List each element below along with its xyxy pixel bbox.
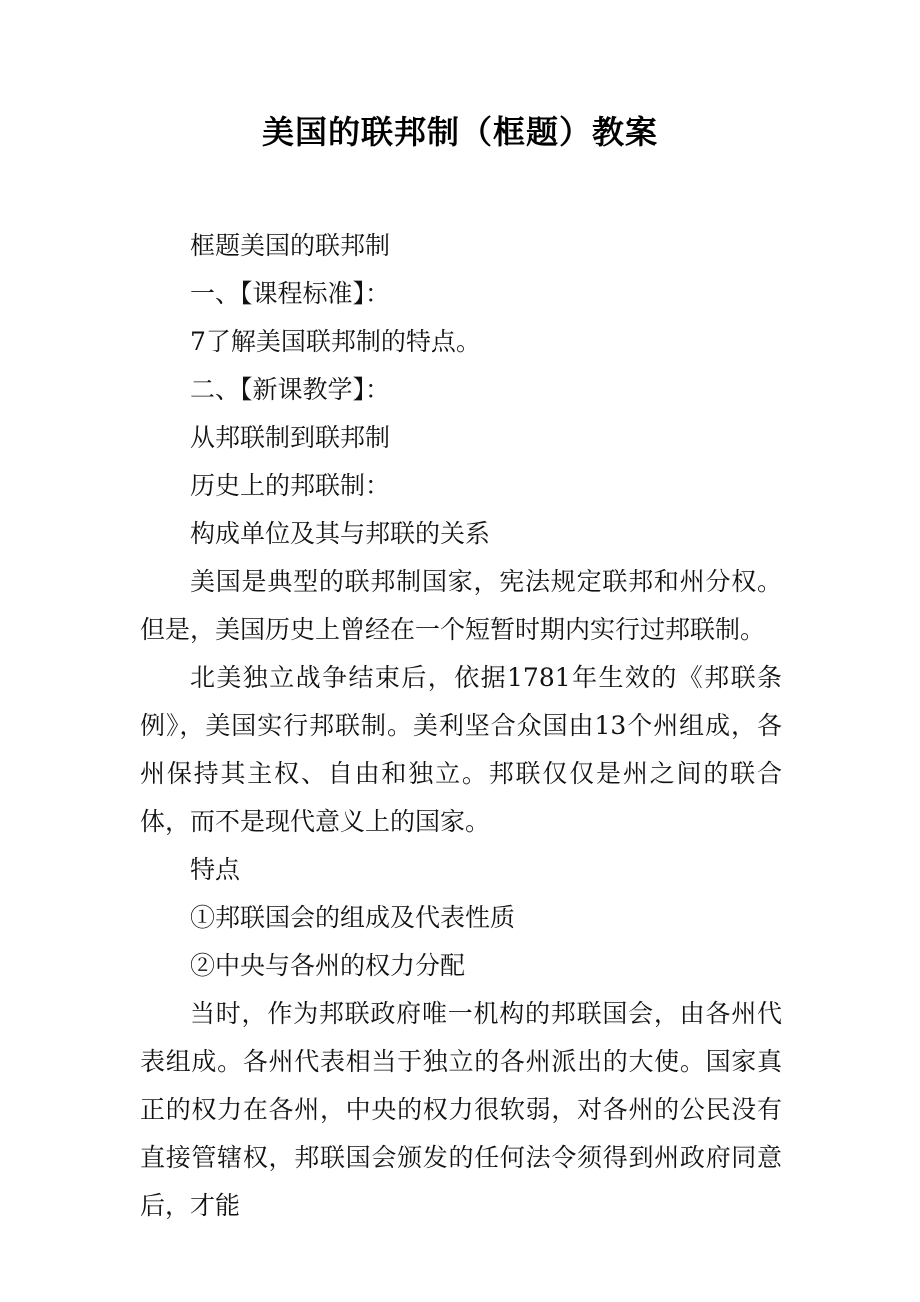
standard-item: 7了解美国联邦制的特点。 <box>190 327 481 356</box>
topic-line: 构成单位及其与邦联的关系 <box>190 519 491 548</box>
topic-line: 从邦联制到联邦制 <box>190 423 391 452</box>
paragraph: 北美独立战争结束后，依据1781年生效的《邦联条例》，美国实行邦联制。美利坚合众国由13个州组成，各州保持其主权、自由和独立。邦联仅仅是州之间的联合体，而不是现代意义上的国家。 <box>140 663 782 836</box>
page-title: 美国的联邦制（框题）教案 <box>261 113 658 151</box>
paragraph: 美国是典型的联邦制国家，宪法规定联邦和州分权。但是，美国历史上曾经在一个短暂时期内实行过邦联制。 <box>140 567 782 644</box>
document-body <box>140 222 782 1230</box>
section-heading-standard: 一、【课程标准】： <box>190 279 391 308</box>
feature-item: ①邦联国会的组成及代表性质 <box>190 903 516 932</box>
subtitle-line: 框题美国的联邦制 <box>190 231 391 260</box>
feature-item: ②中央与各州的权力分配 <box>190 951 466 980</box>
paragraph: 当时，作为邦联政府唯一机构的邦联国会，由各州代表组成。各州代表相当于独立的各州派出的大使。国家真正的权力在各州，中央的权力很软弱，对各州的公民没有直接管辖权，邦联国会颁发的任何法令须得到州政府同意后，才能 <box>140 999 782 1220</box>
topic-line: 历史上的邦联制： <box>190 471 391 500</box>
features-heading: 特点 <box>190 855 241 884</box>
section-heading-teaching: 二、【新课教学】： <box>190 375 391 404</box>
